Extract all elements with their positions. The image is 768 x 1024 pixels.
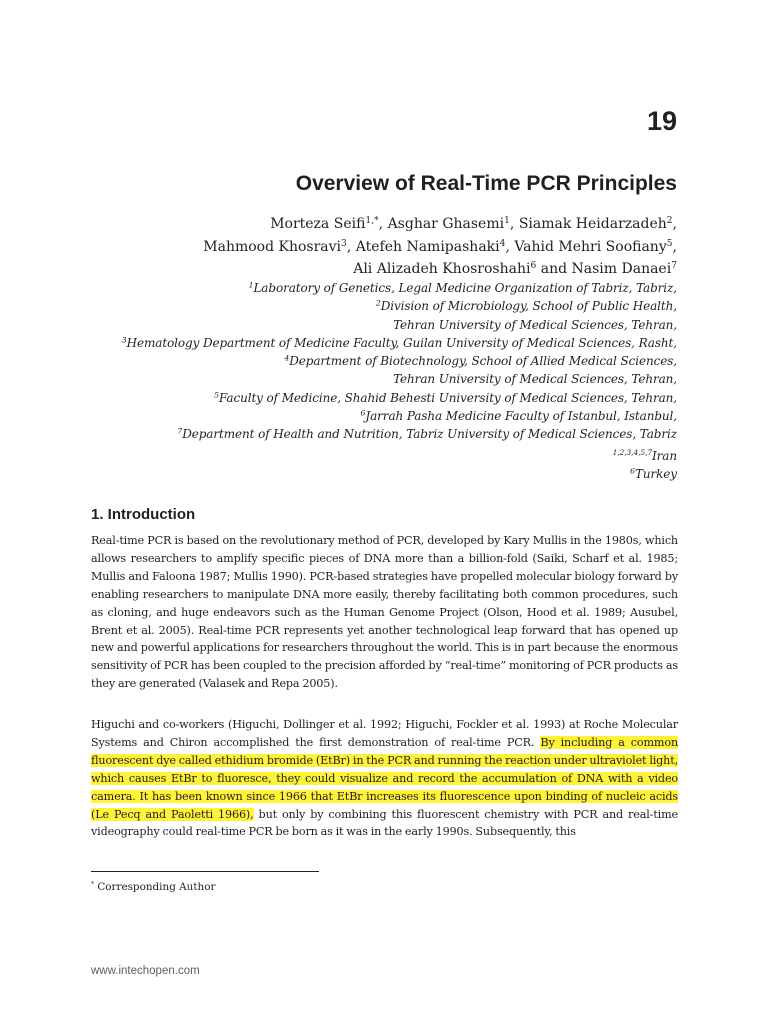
author-affiliation-mark: 1,* — [365, 216, 379, 226]
footnote-divider — [91, 871, 319, 872]
author-line: Ali Alizadeh Khosroshahi$^6$ and Nasim Danaei$^7$ — [353, 261, 677, 277]
footnote-mark: * — [91, 881, 94, 888]
section-heading: 1. Introduction — [91, 506, 196, 523]
affiliation-line: $^5$Faculty of Medicine, Shahid Behesti University of Medical Sciences, Tehran, — [214, 390, 677, 405]
affiliation-list — [122, 279, 677, 483]
author-affiliation-mark: 2 — [666, 216, 673, 226]
affiliation-line: $^6$Jarrah Pasha Medicine Faculty of Istanbul, Istanbul, — [360, 408, 677, 424]
author-affiliation-mark: 4 — [499, 238, 506, 249]
author-name: Atefeh Namipashaki — [355, 238, 500, 255]
paragraph-text: Higuchi and co-workers (Higuchi, Dollinger et al. 1992; Higuchi, Fockler et al. 1993) at Roche Molecular Systems and Chiron accomplished the first demonstration of real-time PCR. — [91, 718, 678, 749]
author-affiliation-mark: 6 — [530, 261, 537, 271]
author-name: Ali Alizadeh Khosroshahi — [353, 261, 531, 277]
body-paragraph: Real-time PCR is based on the revolutionary method of PCR, developed by Kary Mullis in the 1980s, which allows researchers to amplify specific pieces of DNA more than a billion-fold (Saiki, Scharf et al. 1985; Mullis and Faloona 1987; Mullis 1990). PCR-based strategies have propelled molecular biology forward by enabling researchers to manipulate DNA more easily, thereby facilitating both common procedures, such as cloning, and huge endeavors such as the Human Genome Project (Olson, Hood et al. 1989; Ausubel, Brent et al. 2005). Real-time PCR represents yet another technological leap forward that has opened up new and powerful applications for researchers throughout the world. This is in part because the enormous sensitivity of PCR has been coupled to the precision afforded by “real-time” monitoring of PCR products as they are generated (Valasek and Repa 2005). — [91, 534, 678, 691]
highlighted-text: By including a common fluorescent dye called ethidium bromide (EtBr) in the PCR and running the reaction under ultraviolet light, which causes EtBr to fluoresce, they could visualize and record the accumulation of DNA with a video camera. It has been known since 1966 that EtBr increases its fluorescence upon binding of nucleic acids (Le Pecq and Paoletti 1966), — [91, 735, 678, 821]
author-name: Mahmood Khosravi — [203, 238, 342, 255]
author-line: Morteza Seifi$^{1,*}$, Asghar Ghasemi$^1$, Siamak Heidarzadeh$^2$, — [270, 216, 677, 232]
footnote — [91, 879, 215, 895]
author-line: Mahmood Khosravi$^3$, Atefeh Namipashaki$^4$, Vahid Mehri Soofiany$^5$, — [203, 238, 677, 255]
country-line-iran: $^{1,2,3,4,5,7}$Iran — [612, 447, 677, 463]
author-name: Siamak Heidarzadeh — [518, 216, 667, 232]
affiliation-line: $^7$Department of Health and Nutrition, Tabriz University of Medical Sciences, Tabriz — [177, 427, 677, 442]
footer-url: www.intechopen.com — [91, 965, 200, 977]
author-name: Vahid Mehri Soofiany — [514, 238, 667, 255]
author-name: Nasim Danaei — [571, 261, 672, 277]
affiliation-line: $^1$Laboratory of Genetics, Legal Medicine Organization of Tabriz, Tabriz, — [248, 280, 677, 295]
author-list — [203, 213, 677, 281]
affiliation-line: $^4$Department of Biotechnology, School of Allied Medical Sciences, — [284, 353, 677, 369]
author-name: Asghar Ghasemi — [387, 216, 505, 232]
affiliation-line: Tehran University of Medical Sciences, Tehran, — [393, 372, 677, 387]
author-affiliation-mark: 3 — [341, 238, 347, 249]
paragraph-text: but only by combining this fluorescent chemistry with PCR and real-time videography could real-time PCR be born as it was in the early 1990s. Subsequently, this — [91, 807, 678, 839]
footnote-text: Corresponding Author — [97, 881, 216, 893]
body-paragraph — [91, 716, 678, 841]
author-affiliation-mark: 1 — [504, 216, 510, 226]
chapter-number: 19 — [646, 106, 677, 136]
author-affiliation-mark: 5 — [666, 238, 673, 249]
affiliation-line: $^3$Hematology Department of Medicine Faculty, Guilan University of Medical Sciences, Rasht, — [121, 335, 677, 350]
author-name: Morteza Seifi — [270, 216, 366, 232]
author-affiliation-mark: 7 — [671, 261, 677, 271]
country-line-turkey: $^6$Turkey — [630, 466, 677, 481]
chapter-title: Overview of Real-Time PCR Principles — [295, 172, 677, 195]
affiliation-line: $^2$Division of Microbiology, School of Public Health, — [375, 299, 677, 314]
affiliation-line: Tehran University of Medical Sciences, Tehran, — [393, 317, 677, 332]
